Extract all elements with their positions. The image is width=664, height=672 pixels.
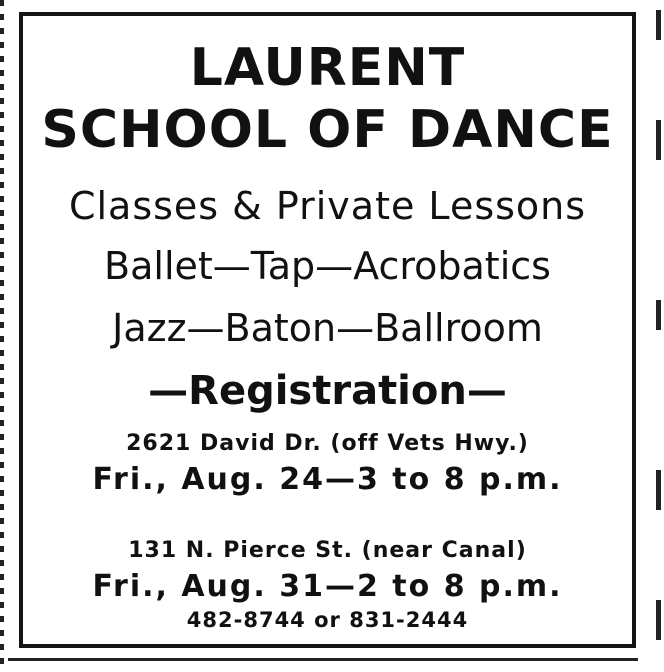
registration-heading: —Registration— — [148, 368, 507, 414]
location-2-datetime: Fri., Aug. 31—2 to 8 p.m. — [92, 569, 563, 604]
location-1-datetime: Fri., Aug. 24—3 to 8 p.m. — [92, 462, 563, 497]
school-name-line-2: SCHOOL OF DANCE — [41, 100, 614, 160]
school-name-line-1: LAURENT — [189, 38, 466, 98]
location-1-address: 2621 David Dr. (off Vets Hwy.) — [126, 431, 529, 456]
page-edge-right — [652, 0, 664, 672]
dance-styles-line-2: Jazz—Baton—Ballroom — [112, 306, 543, 350]
phone-numbers: 482-8744 or 831-2444 — [186, 608, 469, 632]
page-edge-left — [0, 0, 4, 672]
dance-styles-line-1: Ballet—Tap—Acrobatics — [104, 244, 551, 288]
bottom-rule — [8, 658, 638, 661]
location-2-address: 131 N. Pierce St. (near Canal) — [128, 538, 527, 563]
offerings-subtitle: Classes & Private Lessons — [68, 184, 587, 228]
